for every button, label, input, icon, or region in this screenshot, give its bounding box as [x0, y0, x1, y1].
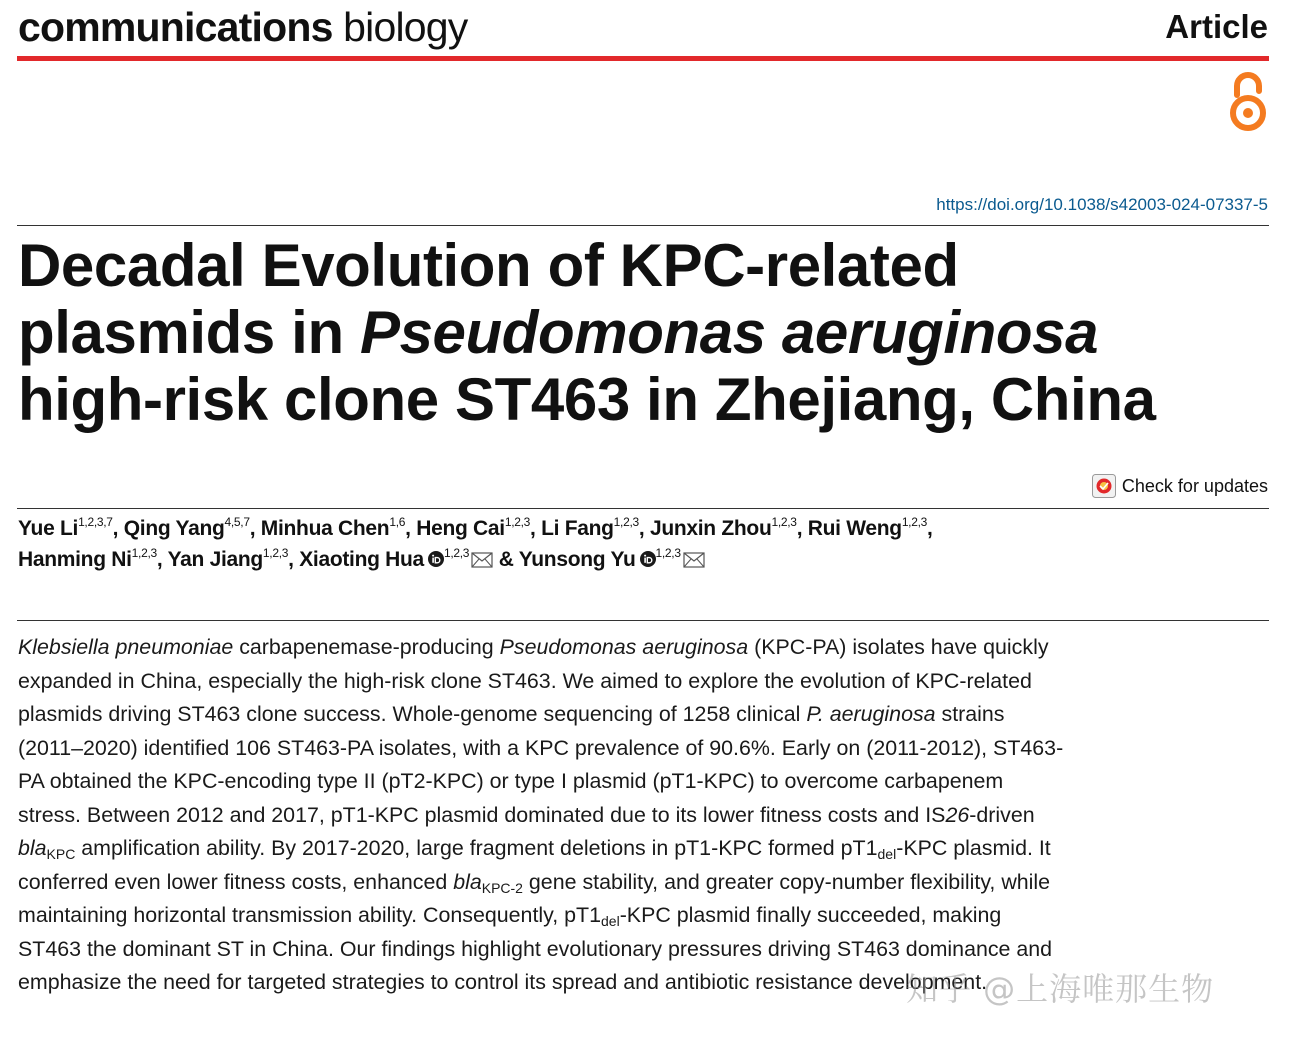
abstract-text: -driven — [969, 802, 1035, 827]
header-divider — [17, 56, 1269, 61]
mail-icon[interactable] — [683, 552, 705, 568]
author-name[interactable]: Heng Cai — [416, 517, 505, 540]
author-name[interactable]: Li Fang — [541, 517, 614, 540]
author-separator: , — [405, 517, 417, 540]
author-name[interactable]: Yan Jiang — [167, 548, 263, 571]
author-affiliation: 1,2,3 — [771, 515, 797, 529]
author-affiliation: 1,2,3 — [655, 546, 681, 560]
author-name[interactable]: Hanming Ni — [18, 548, 132, 571]
author-name[interactable]: Rui Weng — [807, 517, 902, 540]
author-affiliation: 1,2,3 — [443, 546, 470, 560]
author-affiliation: 1,2,3 — [262, 546, 289, 560]
journal-name-light: biology — [343, 4, 468, 50]
author-separator: , — [112, 517, 124, 540]
author-affiliation: 1,2,3 — [901, 515, 928, 529]
watermark: 知乎 @上海唯那生物 — [906, 970, 1215, 1008]
author-list — [18, 513, 1258, 575]
orcid-icon[interactable] — [640, 551, 656, 567]
author-separator: , — [927, 517, 933, 540]
open-access-icon — [1226, 69, 1270, 133]
mail-icon[interactable] — [471, 552, 493, 568]
author-name[interactable]: Yunsong Yu — [518, 548, 636, 571]
abstract-gene-subscript: KPC — [46, 846, 76, 862]
abstract-subscript: del — [877, 846, 897, 862]
check-updates-label: Check for updates — [1121, 475, 1268, 496]
author-name[interactable]: Xiaoting Hua — [299, 548, 424, 571]
abstract-species-italic: P. aeruginosa — [806, 702, 936, 726]
abstract-gene-italic: bla — [18, 836, 47, 860]
abstract-species-italic: Klebsiella pneumoniae — [18, 635, 234, 659]
abstract-species-italic: Pseudomonas aeruginosa — [499, 635, 749, 659]
abstract-text: amplification ability. By 2017-2020, large fragment deletions in pT1-KPC formed pT1 — [75, 836, 878, 860]
author-separator: , — [796, 517, 808, 540]
abstract-gene-subscript: KPC-2 — [481, 879, 523, 896]
author-affiliation: 1,2,3 — [131, 546, 157, 560]
title-italic-species: Pseudomonas aeruginosa — [359, 299, 1099, 366]
author-affiliation: 1,2,3,7 — [78, 515, 113, 529]
author-affiliation: 1,6 — [389, 515, 406, 529]
title-line-2: plasmids in — [18, 299, 360, 366]
author-separator: , — [249, 517, 261, 540]
authors-top-divider — [17, 508, 1269, 509]
author-separator: , — [530, 517, 542, 540]
author-separator: , — [156, 548, 168, 571]
author-name[interactable]: Yue Li — [18, 517, 79, 540]
orcid-icon[interactable] — [428, 551, 444, 567]
author-affiliation: 1,2,3 — [504, 515, 531, 529]
journal-name-bold: communications — [18, 4, 333, 50]
author-name[interactable]: Junxin Zhou — [649, 517, 772, 540]
title-line-1: Decadal Evolution of KPC-related — [18, 232, 959, 299]
title-line-3: high-risk clone ST463 in Zhejiang, China — [18, 366, 1156, 433]
author-separator: , — [638, 517, 650, 540]
author-affiliation: 1,2,3 — [613, 515, 639, 529]
doi-divider — [17, 225, 1269, 226]
abstract-text: (KPC-PA) isolates have quickly expanded in China, especially the high-risk clone ST463. We aimed to explore the evolution of KPC-related plasmids driving ST463 clone success. Whole-genome sequencing of 1258 clinical — [18, 635, 1049, 726]
abstract-text: strains (2011–2020) identified 106 ST463-PA isolates, with a KPC prevalence of 90.6%. Early on (2011-2012), ST463-PA obtained the KPC-encoding type II (pT2-KPC) or type I plasmid (pT1-KPC) to overcome carbapenem stress. Between 2012 and 2017, pT1-KPC plasmid dominated due to its lower fitness costs and IS — [18, 702, 1064, 827]
abstract-text: -KPC plasmid. It conferred even lower fitness costs, enhanced — [18, 836, 1051, 894]
article-type: Article — [1165, 8, 1268, 45]
abstract-text: gene stability, and greater copy-number flexibility, while maintaining horizontal transmission ability. Consequently, pT1 — [18, 869, 1051, 927]
abstract-italic: 26 — [945, 802, 970, 827]
abstract-subscript: del — [601, 913, 620, 929]
abstract — [18, 631, 1070, 1000]
author-separator: & — [493, 548, 519, 571]
author-name[interactable]: Minhua Chen — [260, 517, 390, 540]
author-affiliation: 4,5,7 — [224, 515, 250, 529]
doi-link[interactable]: https://doi.org/10.1038/s42003-024-07337-5 — [936, 195, 1268, 214]
check-updates-button[interactable] — [1092, 473, 1268, 499]
abstract-gene-italic: bla — [453, 869, 482, 894]
page-title — [18, 232, 1156, 433]
author-separator: , — [288, 548, 300, 571]
author-name[interactable]: Qing Yang — [123, 517, 225, 540]
abstract-text: carbapenemase-producing — [233, 635, 500, 659]
abstract-text: -KPC plasmid finally succeeded, making ST463 the dominant ST in China. Our findings highlight evolutionary pressures driving ST463 dominance and emphasize the need for targeted strategies to control its spread and antibiotic resistance development. — [18, 903, 1053, 994]
journal-name — [18, 4, 468, 51]
check-updates-icon — [1092, 474, 1116, 498]
abstract-divider — [17, 620, 1269, 621]
